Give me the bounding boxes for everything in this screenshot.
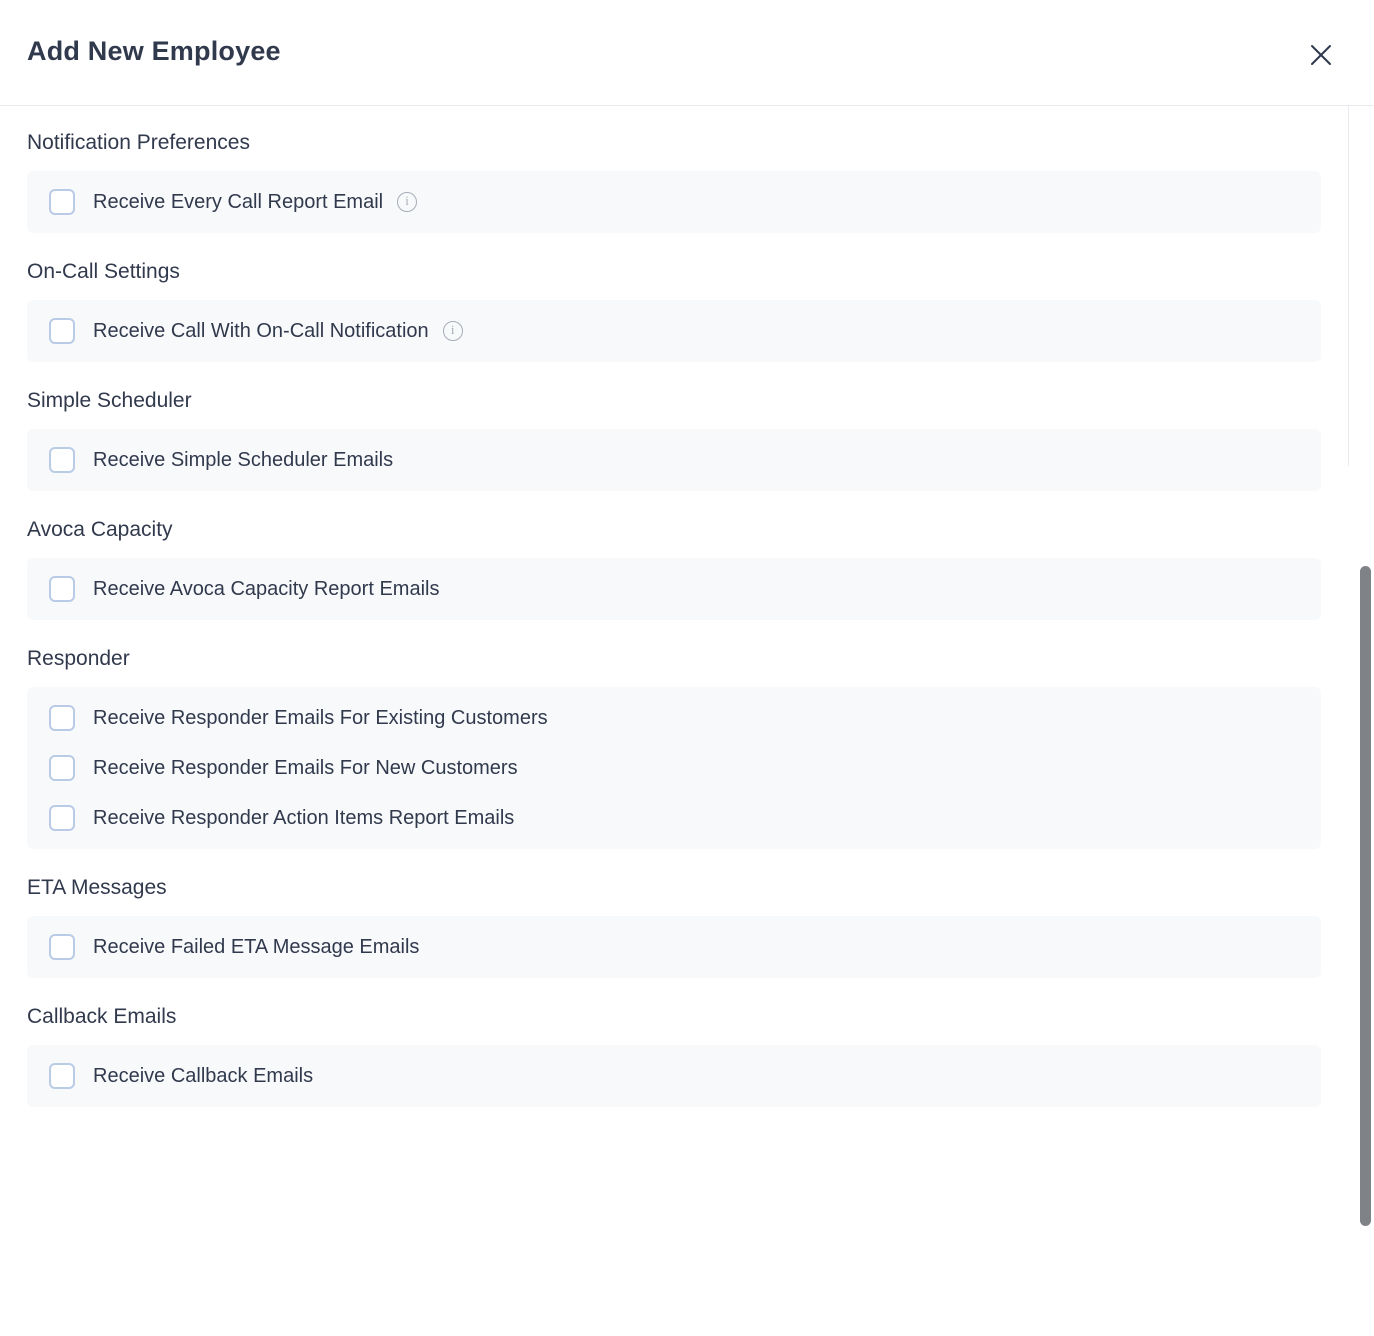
- close-icon[interactable]: [1304, 38, 1338, 72]
- modal-body: [0, 106, 1374, 1335]
- checkbox-label: Receive Responder Emails For New Customers: [93, 756, 518, 779]
- checkbox-label: Receive Call With On-Call Notification: [93, 319, 429, 342]
- checkbox-label: Receive Responder Emails For Existing Customers: [93, 706, 548, 729]
- checkbox-row[interactable]: [27, 922, 1321, 972]
- checkbox-row[interactable]: [27, 743, 1321, 793]
- scrollbar-track[interactable]: [1360, 106, 1374, 1335]
- checkbox-label: Receive Responder Action Items Report Emails: [93, 806, 515, 829]
- section-title: Notification Preferences: [27, 131, 250, 154]
- section-title: Simple Scheduler: [27, 389, 192, 412]
- checkbox-label: Receive Every Call Report Email: [93, 190, 384, 213]
- panel-divider: [1348, 106, 1349, 466]
- section-group: [27, 558, 1321, 620]
- checkbox-label: Receive Simple Scheduler Emails: [93, 448, 394, 471]
- section-group: [27, 687, 1321, 849]
- section-group: [27, 171, 1321, 233]
- info-icon[interactable]: i: [443, 321, 463, 341]
- section-group: [27, 429, 1321, 491]
- checkbox[interactable]: [49, 705, 75, 731]
- section-title: On-Call Settings: [27, 260, 180, 283]
- scrollbar-thumb[interactable]: [1360, 566, 1371, 1226]
- section-group: [27, 300, 1321, 362]
- checkbox-row[interactable]: [27, 177, 1321, 227]
- checkbox-row[interactable]: [27, 693, 1321, 743]
- checkbox[interactable]: [49, 189, 75, 215]
- section-title: Avoca Capacity: [27, 518, 173, 541]
- checkbox-row[interactable]: [27, 564, 1321, 614]
- checkbox[interactable]: [49, 1063, 75, 1089]
- checkbox-label: Receive Avoca Capacity Report Emails: [93, 577, 440, 600]
- checkbox[interactable]: [49, 576, 75, 602]
- info-icon[interactable]: i: [397, 192, 417, 212]
- checkbox[interactable]: [49, 934, 75, 960]
- section-group: [27, 916, 1321, 978]
- checkbox[interactable]: [49, 755, 75, 781]
- checkbox-row[interactable]: [27, 306, 1321, 356]
- checkbox[interactable]: [49, 805, 75, 831]
- preferences-list: [0, 106, 1348, 1107]
- checkbox[interactable]: [49, 447, 75, 473]
- section-group: [27, 1045, 1321, 1107]
- checkbox-row[interactable]: [27, 793, 1321, 843]
- section-title: ETA Messages: [27, 876, 167, 899]
- checkbox-row[interactable]: [27, 435, 1321, 485]
- checkbox-label: Receive Callback Emails: [93, 1064, 314, 1087]
- page-title: Add New Employee: [27, 36, 281, 66]
- section-title: Responder: [27, 647, 130, 670]
- modal-header: [0, 0, 1374, 106]
- checkbox-row[interactable]: [27, 1051, 1321, 1101]
- section-title: Callback Emails: [27, 1005, 177, 1028]
- checkbox-label: Receive Failed ETA Message Emails: [93, 935, 420, 958]
- checkbox[interactable]: [49, 318, 75, 344]
